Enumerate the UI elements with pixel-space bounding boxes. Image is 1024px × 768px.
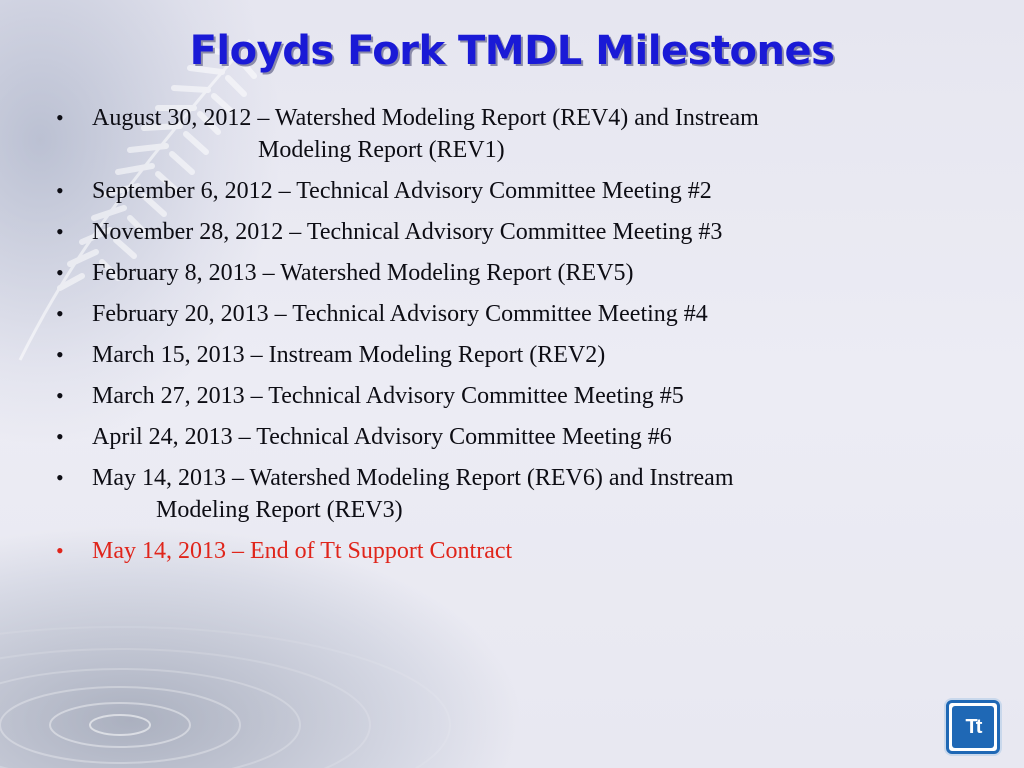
tetra-tech-logo-icon xyxy=(946,700,1000,754)
bullet-icon: • xyxy=(56,342,64,367)
list-item xyxy=(56,102,956,166)
milestone-text: August 30, 2012 – Watershed Modeling Report (REV4) and Instream xyxy=(92,105,759,131)
list-item xyxy=(56,216,956,248)
list-item xyxy=(56,175,956,207)
milestone-text-continuation: Modeling Report (REV1) xyxy=(258,137,505,163)
milestone-text: February 8, 2013 – Watershed Modeling Report (REV5) xyxy=(92,260,634,286)
bullet-icon: • xyxy=(56,178,64,203)
bullet-icon: • xyxy=(56,538,64,563)
list-item xyxy=(56,257,956,289)
logo-text: Tt xyxy=(952,706,994,748)
list-item xyxy=(56,462,956,526)
slide-title: Floyds Fork TMDL Milestones xyxy=(189,28,835,74)
milestone-text: March 27, 2013 – Technical Advisory Committee Meeting #5 xyxy=(92,383,684,409)
bullet-icon: • xyxy=(56,424,64,449)
list-item xyxy=(56,421,956,453)
bullet-icon: • xyxy=(56,219,64,244)
bullet-icon: • xyxy=(56,465,64,490)
bullet-icon: • xyxy=(56,301,64,326)
list-item xyxy=(56,380,956,412)
bullet-icon: • xyxy=(56,260,64,285)
bullet-icon: • xyxy=(56,105,64,130)
list-item-highlight xyxy=(56,535,956,567)
milestone-text: November 28, 2012 – Technical Advisory Committee Meeting #3 xyxy=(92,219,723,245)
milestone-text: May 14, 2013 – Watershed Modeling Report (REV6) and Instream xyxy=(92,465,734,491)
milestone-text: September 6, 2012 – Technical Advisory Committee Meeting #2 xyxy=(92,178,712,204)
bullet-icon: • xyxy=(56,383,64,408)
milestone-text: February 20, 2013 – Technical Advisory Committee Meeting #4 xyxy=(92,301,708,327)
milestone-text: May 14, 2013 – End of Tt Support Contract xyxy=(92,538,513,564)
list-item xyxy=(56,298,956,330)
milestone-text-continuation: Modeling Report (REV3) xyxy=(156,497,403,523)
list-item xyxy=(56,339,956,371)
water-ripple-icon xyxy=(0,627,450,768)
milestone-list xyxy=(56,102,956,576)
milestone-text: April 24, 2013 – Technical Advisory Committee Meeting #6 xyxy=(92,424,672,450)
milestone-text: March 15, 2013 – Instream Modeling Report (REV2) xyxy=(92,342,606,368)
